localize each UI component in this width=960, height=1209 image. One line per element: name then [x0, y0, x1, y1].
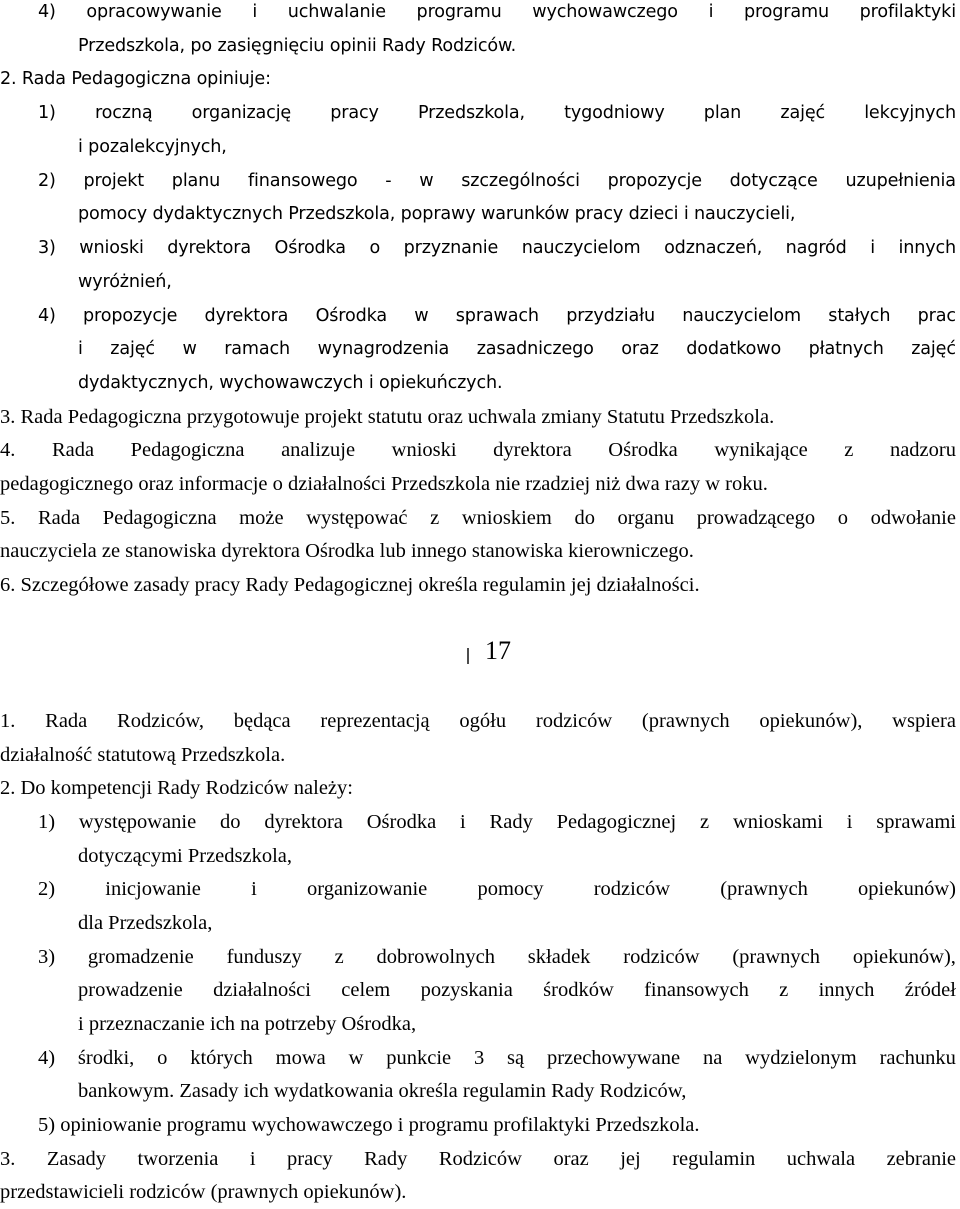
text-line: działalność statutową Przedszkola. — [0, 744, 286, 766]
word: 2) — [38, 171, 56, 191]
word: i — [252, 2, 258, 22]
word: 4) — [38, 1047, 56, 1069]
section-number — [458, 636, 518, 666]
word: szczególności — [461, 171, 580, 191]
text-line — [0, 435, 956, 467]
word: opracowywanie — [86, 2, 222, 22]
word: nauczycielom — [682, 306, 802, 326]
word: przechowywane — [546, 1047, 681, 1069]
text-line — [38, 0, 956, 29]
word: prowadzenie — [78, 979, 183, 1001]
word: o — [837, 507, 848, 529]
word: regulamin — [672, 1148, 756, 1170]
word: 3. — [0, 1148, 16, 1170]
word: zajęć — [911, 339, 956, 359]
word: Rada — [51, 439, 95, 461]
word: finansowego — [247, 171, 358, 191]
word: uchwalanie — [287, 2, 386, 22]
word: Przedszkola, — [417, 103, 525, 123]
word: płatnych — [808, 339, 884, 359]
section-sign-icon — [465, 643, 481, 663]
word: wnioskiem — [461, 507, 552, 529]
word: dyrektora — [167, 238, 251, 258]
text-line — [38, 233, 956, 265]
word: analizuje — [281, 439, 356, 461]
word: których — [190, 1047, 253, 1069]
word: rodziców — [623, 946, 700, 968]
word: 3 — [473, 1047, 485, 1069]
text-line — [38, 807, 956, 839]
word: Rodziców — [438, 1148, 522, 1170]
word: 3) — [38, 238, 56, 258]
word: ogółu — [459, 710, 507, 732]
word: opiekunów), — [759, 710, 863, 732]
section-sign-icon-svg — [465, 646, 481, 666]
word: są — [507, 1047, 525, 1069]
word: odwołanie — [870, 507, 956, 529]
word: (prawnych — [720, 878, 808, 900]
word: programu — [743, 2, 830, 22]
word: dodatkowo — [686, 339, 782, 359]
text-line — [38, 301, 956, 333]
word: - — [385, 171, 392, 191]
word: rachunku — [879, 1047, 956, 1069]
word: i — [251, 878, 257, 900]
word: dyrektora — [493, 439, 572, 461]
word: 4. — [0, 439, 16, 461]
text-line: bankowym. Zasady ich wydatkowania określa regulamin Rady Rodziców, — [78, 1080, 687, 1102]
text-line: dydaktycznych, wychowawczych i opiekuńczych. — [78, 373, 503, 393]
word: i — [249, 1148, 256, 1170]
text-line — [38, 874, 956, 906]
word: występować — [306, 507, 408, 529]
word: 2) — [38, 878, 56, 900]
word: 5. — [0, 507, 16, 529]
text-line: nauczyciela ze stanowiska dyrektora Ośrodka lub innego stanowiska kierowniczego. — [0, 540, 694, 562]
text-line: wyróżnień, — [78, 272, 172, 292]
text-line — [38, 1043, 956, 1075]
text-line — [0, 706, 956, 738]
word: wnioski — [391, 439, 457, 461]
word: tygodniowy — [564, 103, 665, 123]
word: w — [348, 1047, 364, 1069]
word: plan — [703, 103, 742, 123]
word: wychowawczego — [532, 2, 678, 22]
word: programu — [416, 2, 502, 22]
word: wynagrodzenia — [317, 339, 450, 359]
word: z — [334, 946, 344, 968]
word: 3) — [38, 946, 56, 968]
word: (prawnych — [732, 946, 821, 968]
word: sprawach — [455, 306, 539, 326]
word: roczną — [94, 103, 153, 123]
word: zajęć — [110, 339, 155, 359]
text-line: dla Przedszkola, — [78, 912, 213, 934]
word: organizację — [191, 103, 292, 123]
word: w — [182, 339, 197, 359]
word: w — [419, 171, 434, 191]
text-line — [38, 942, 956, 974]
word: Ośrodka — [366, 811, 437, 833]
text-line — [78, 975, 956, 1007]
text-line — [0, 1144, 956, 1176]
word: mowa — [275, 1047, 326, 1069]
word: środków — [543, 979, 614, 1001]
word: reprezentacją — [320, 710, 430, 732]
word: z — [430, 507, 440, 529]
word: funduszy — [226, 946, 302, 968]
text-line: 2. Rada Pedagogiczna opiniuje: — [0, 69, 271, 89]
word: z — [844, 439, 854, 461]
word: działalności — [213, 979, 311, 1001]
word: do — [220, 811, 241, 833]
word: opiekunów), — [852, 946, 956, 968]
word: przyznanie — [403, 238, 499, 258]
word: opiekunów) — [858, 878, 956, 900]
word: o — [369, 238, 381, 258]
word: dyrektora — [264, 811, 343, 833]
word: finansowych — [644, 979, 749, 1001]
word: prowadzącego — [696, 507, 816, 529]
word: rodziców — [593, 878, 670, 900]
text-line — [38, 98, 956, 130]
word: i — [460, 811, 466, 833]
word: ramach — [224, 339, 291, 359]
word: propozycje — [83, 306, 178, 326]
word: Pedagogicznej — [556, 811, 677, 833]
text-line: dotyczącymi Przedszkola, — [78, 845, 293, 867]
word: o — [157, 1047, 168, 1069]
word: nauczycielom — [521, 238, 641, 258]
word: składek — [527, 946, 591, 968]
word: Pedagogiczna — [102, 507, 217, 529]
word: organu — [617, 507, 675, 529]
word: 1) — [38, 103, 56, 123]
word: wnioskami — [732, 811, 823, 833]
word: pozyskania — [420, 979, 513, 1001]
word: i — [870, 238, 875, 258]
word: wynikające — [714, 439, 808, 461]
word: stałych — [828, 306, 891, 326]
word: Ośrodka — [274, 238, 346, 258]
word: wspiera — [892, 710, 956, 732]
word: Zasady — [46, 1148, 107, 1170]
section-number-text: 17 — [485, 636, 511, 665]
text-line: 5) opiniowanie programu wychowawczego i programu profilaktyki Przedszkola. — [38, 1114, 700, 1136]
word: planu — [171, 171, 221, 191]
word: dyrektora — [204, 306, 289, 326]
word: profilaktyki — [859, 2, 956, 22]
text-line: 3. Rada Pedagogiczna przygotowuje projekt statutu oraz uchwala zmiany Statutu Przedszkola. — [0, 406, 775, 428]
word: 4) — [38, 2, 56, 22]
word: punkcie — [386, 1047, 452, 1069]
word: organizowanie — [306, 878, 428, 900]
word: 1) — [38, 811, 56, 833]
word: 1. — [0, 710, 16, 732]
word: może — [239, 507, 284, 529]
word: jej — [620, 1148, 641, 1170]
word: wydzielonym — [745, 1047, 857, 1069]
word: celem — [341, 979, 391, 1001]
word: projekt — [83, 171, 145, 191]
text-line — [0, 503, 956, 535]
word: Rada — [45, 710, 88, 732]
word: Ośrodka — [315, 306, 387, 326]
text-line: przedstawicieli rodziców (prawnych opiekunów). — [0, 1181, 407, 1203]
word: pracy — [330, 103, 379, 123]
text-line: Przedszkola, po zasięgnięciu opinii Rady Rodziców. — [78, 36, 517, 56]
word: w — [414, 306, 429, 326]
word: oraz — [621, 339, 659, 359]
word: i — [708, 2, 714, 22]
word: Rodziców, — [117, 710, 204, 732]
word: zasadniczego — [476, 339, 594, 359]
word: propozycje — [607, 171, 702, 191]
word: zajęć — [780, 103, 826, 123]
word: wnioski — [79, 238, 144, 258]
word: Ośrodka — [608, 439, 678, 461]
word: tworzenia — [137, 1148, 219, 1170]
word: pracy — [287, 1148, 333, 1170]
word: rodziców — [535, 710, 613, 732]
word: uchwala — [786, 1148, 856, 1170]
word: gromadzenie — [87, 946, 194, 968]
word: dobrowolnych — [376, 946, 495, 968]
word: przydziału — [566, 306, 655, 326]
word: odznaczeń, — [664, 238, 763, 258]
text-line — [78, 334, 956, 366]
word: do — [574, 507, 595, 529]
word: pomocy — [477, 878, 544, 900]
word: innych — [898, 238, 956, 258]
text-line: 6. Szczegółowe zasady pracy Rady Pedagogicznej określa regulamin jej działalności. — [0, 574, 700, 596]
word: z — [700, 811, 710, 833]
word: dotyczące — [729, 171, 818, 191]
word: występowanie — [78, 811, 197, 833]
word: (prawnych — [641, 710, 730, 732]
word: innych — [818, 979, 875, 1001]
word: nagród — [785, 238, 847, 258]
text-line: pedagogicznego oraz informacje o działalności Przedszkola nie rzadziej niż dwa razy w roku. — [0, 473, 768, 495]
text-line: i przeznaczanie ich na potrzeby Ośrodka, — [78, 1013, 417, 1035]
word: na — [702, 1047, 723, 1069]
word: Rady — [489, 811, 533, 833]
word: oraz — [553, 1148, 589, 1170]
word: źródeł — [904, 979, 956, 1001]
word: uzupełnienia — [845, 171, 956, 191]
word: z — [779, 979, 789, 1001]
word: lekcyjnych — [864, 103, 956, 123]
word: zebranie — [886, 1148, 956, 1170]
word: Rada — [37, 507, 81, 529]
text-line: i pozalekcyjnych, — [78, 137, 227, 157]
text-line — [38, 166, 956, 198]
word: prac — [917, 306, 956, 326]
text-line: 2. Do kompetencji Rady Rodziców należy: — [0, 777, 353, 799]
word: będąca — [233, 710, 291, 732]
word: inicjowanie — [105, 878, 201, 900]
word: Rady — [364, 1148, 408, 1170]
word: środki, — [77, 1047, 135, 1069]
text-line: pomocy dydaktycznych Przedszkola, poprawy warunków pracy dzieci i nauczycieli, — [78, 204, 796, 224]
word: sprawami — [876, 811, 956, 833]
word: i — [78, 339, 83, 359]
word: nadzoru — [889, 439, 956, 461]
word: Pedagogiczna — [130, 439, 245, 461]
word: 4) — [38, 306, 56, 326]
word: i — [846, 811, 853, 833]
